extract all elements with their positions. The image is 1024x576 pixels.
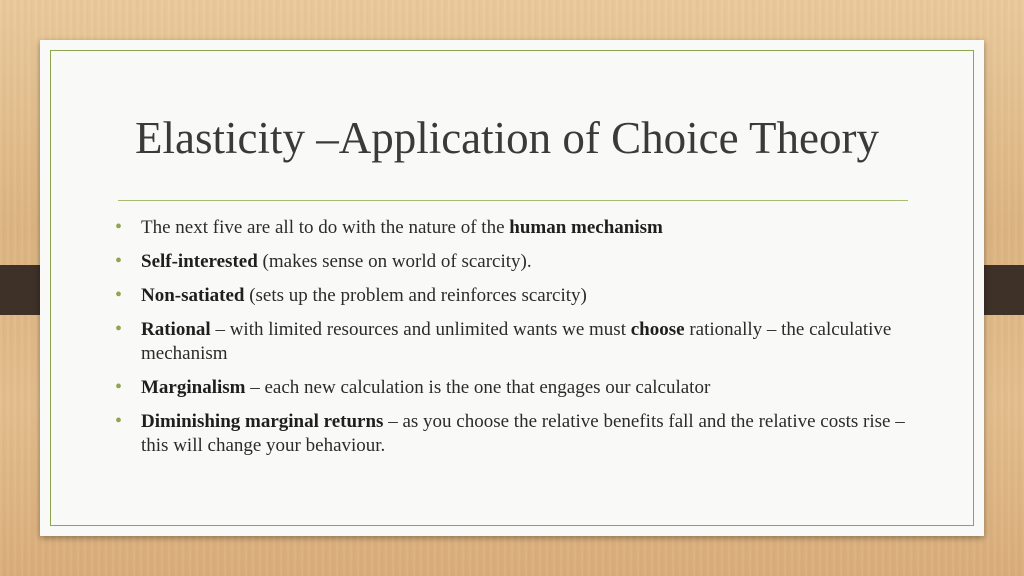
bullet-item-marginalism (115, 376, 905, 400)
bullet-item-self-interested (115, 250, 905, 274)
bullet-bold-text-choose: choose (630, 319, 685, 340)
bullet-item-human-mechanism (115, 216, 905, 240)
bullet-list (115, 216, 905, 468)
bullet-icon: • (115, 376, 123, 398)
bullet-bold-text: human mechanism (509, 217, 663, 238)
bullet-bold-text: Diminishing marginal returns (141, 411, 384, 432)
bullet-bold-text: Non-satiated (141, 285, 245, 306)
bullet-text: – with limited resources and unlimited wants we must (210, 319, 631, 340)
bullet-text: (sets up the problem and reinforces scarcity) (244, 285, 587, 306)
bullet-text: rationally – the calculative mechanism (141, 319, 892, 364)
bullet-bold-text: Rational (141, 319, 211, 340)
bullet-icon: • (115, 318, 123, 340)
bullet-text: The next five are all to do with the nature of the (141, 217, 510, 238)
bullet-icon: • (115, 410, 123, 432)
bullet-text: – as you choose the relative benefits fall and the relative costs rise –this will change your behaviour. (141, 411, 905, 456)
bullet-text: – each new calculation is the one that engages our calculator (245, 377, 711, 398)
bullet-icon: • (115, 284, 123, 306)
bullet-text: (makes sense on world of scarcity). (257, 251, 532, 272)
bullet-icon: • (115, 216, 123, 238)
bullet-bold-text: Marginalism (141, 377, 246, 398)
bullet-bold-text: Self-interested (141, 251, 258, 272)
slide-title: Elasticity –Application of Choice Theory (135, 113, 879, 163)
title-divider (118, 200, 908, 201)
bullet-item-diminishing-returns (115, 410, 905, 458)
bullet-icon: • (115, 250, 123, 272)
slide-card (40, 40, 984, 536)
bullet-item-rational (115, 318, 905, 366)
bullet-item-non-satiated (115, 284, 905, 308)
